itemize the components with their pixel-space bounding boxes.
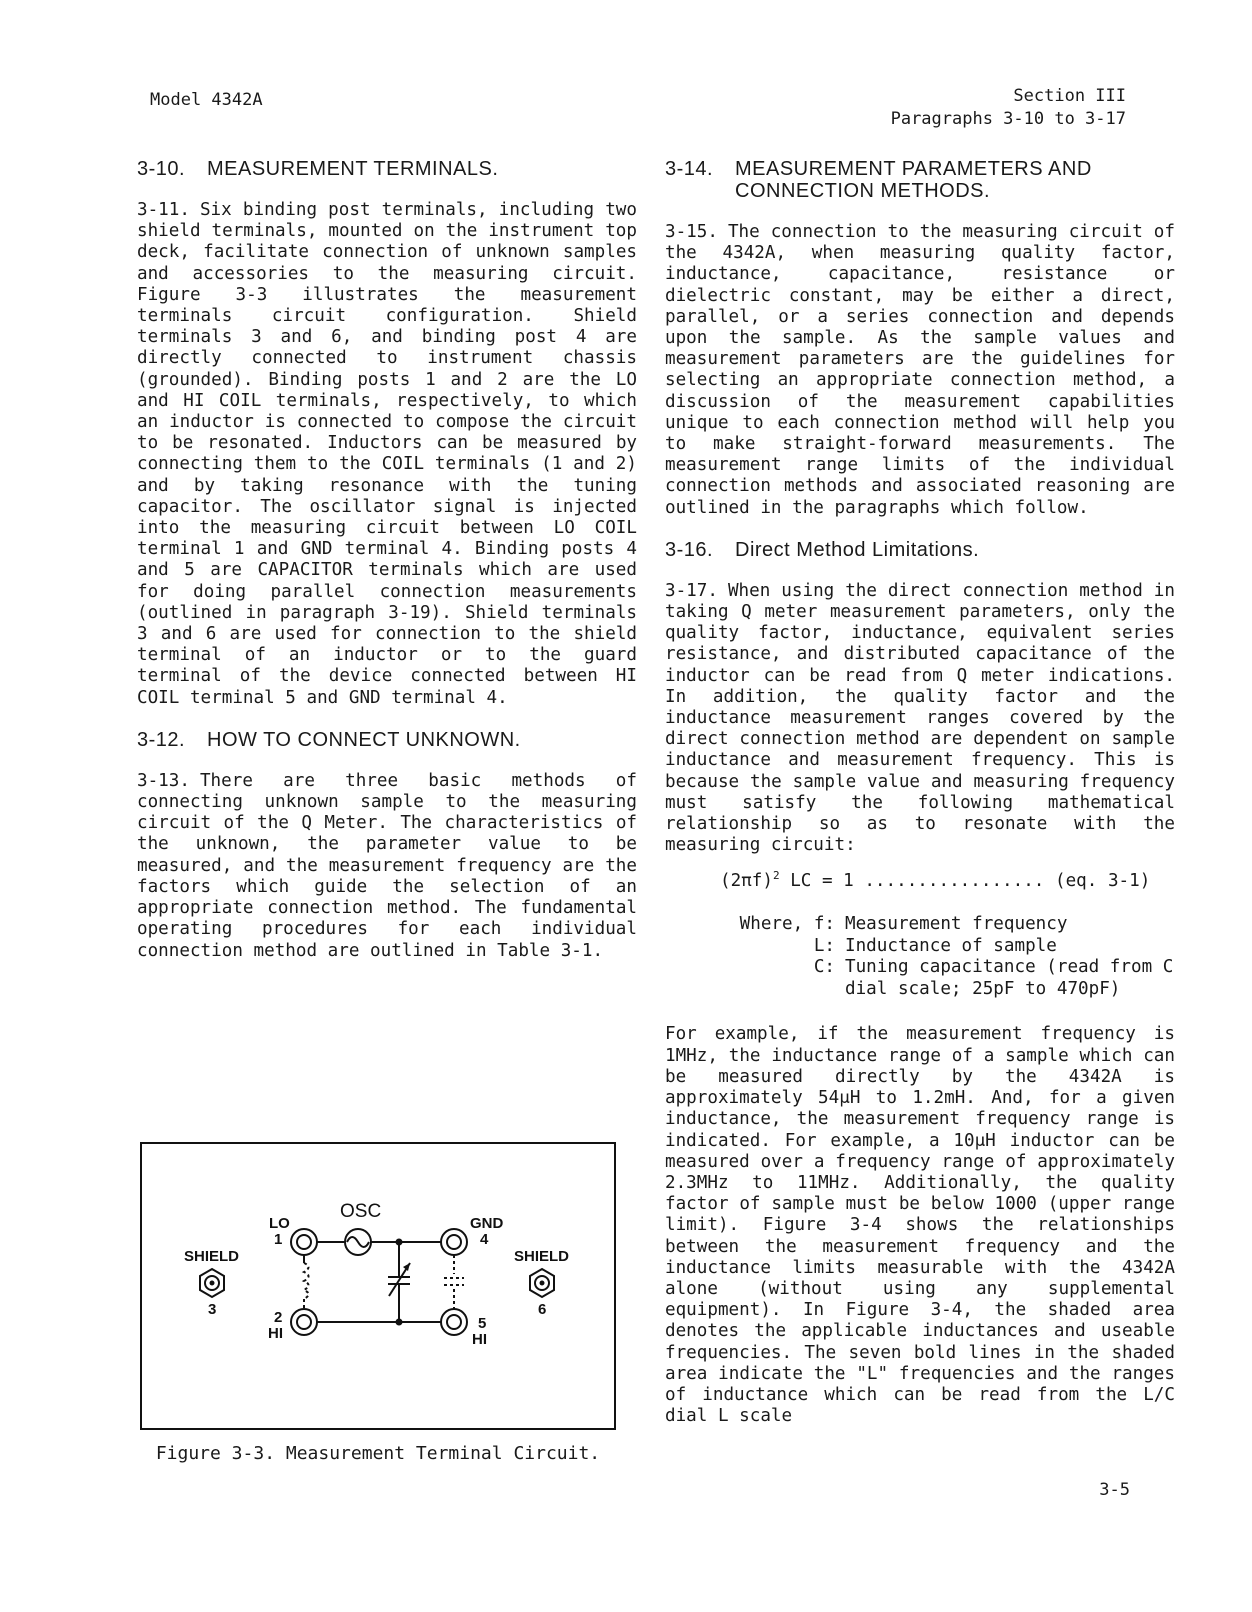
gnd-label: GND (470, 1215, 504, 1232)
terminal-circuit-diagram (142, 1144, 614, 1428)
where-c-value: Tuning capacitance (read from C dial scale; 25pF to 470pF) (845, 957, 1174, 999)
osc-label: OSC (340, 1201, 382, 1222)
hi-right-label: HI (472, 1331, 487, 1348)
where-label: Where, (739, 914, 804, 935)
paragraph-3-17 (665, 581, 1175, 857)
shield-right-label: SHIELD (514, 1248, 570, 1265)
heading-text: Direct Method Limitations. (735, 538, 980, 561)
lo-terminal-icon (291, 1229, 317, 1255)
equation-3-1 (720, 870, 1175, 892)
oscillator-icon (345, 1229, 371, 1255)
paragraph-3-11 (137, 200, 637, 709)
terminal-number-2: 2 (274, 1309, 283, 1326)
page-number: 3-5 (1099, 1480, 1130, 1500)
where-l-value: Inductance of sample (845, 935, 1057, 956)
hi-capacitor-terminal-icon (441, 1309, 467, 1335)
heading-number: 3-10. (137, 158, 186, 180)
capacitor-dashed-icon (444, 1278, 464, 1285)
where-f-value: Measurement frequency (845, 914, 1068, 935)
hi-coil-terminal-icon (291, 1309, 317, 1335)
equation-rest: LC = 1 ................. (eq. 3-1) (790, 871, 1151, 892)
heading-number: 3-16. (665, 538, 714, 561)
heading-3-14 (665, 158, 1175, 202)
shield-right-terminal-icon (530, 1269, 554, 1297)
heading-text: MEASUREMENT PARAMETERS AND CONNECTION METHODS. (735, 158, 1092, 202)
heading-text: HOW TO CONNECT UNKNOWN. (207, 728, 521, 751)
paragraph-number: 3-11. (137, 200, 190, 220)
inductor-dashed-icon (304, 1263, 309, 1299)
terminal-number-3: 3 (208, 1301, 217, 1318)
paragraph-number: 3-17. (665, 580, 718, 601)
heading-3-10 (137, 158, 637, 180)
figure-caption: Figure 3-3. Measurement Terminal Circuit. (155, 1443, 601, 1464)
heading-3-12 (137, 729, 637, 751)
terminal-number-4: 4 (480, 1231, 489, 1248)
where-l-key: L: (813, 935, 835, 956)
terminal-number-6: 6 (538, 1301, 547, 1318)
where-f-key: f: (813, 914, 835, 935)
where-c-key: C: (813, 957, 835, 978)
heading-number: 3-12. (137, 728, 186, 751)
paragraph-text: There are three basic methods of connecting unknown sample to the measuring circuit of the Q Meter. The characteristics of the unknown, the parameter value to be measured, and the measurement frequency are the factors which guide the selection of an appropriate connection method. The fundamental operating procedures for each individual connection method are outlined in Table 3-1. (137, 770, 637, 961)
equation-legend (720, 914, 1175, 1000)
right-column (665, 150, 1175, 1447)
left-column (137, 150, 637, 982)
header-section: Section III (1013, 86, 1126, 106)
heading-3-16 (665, 539, 1175, 561)
paragraph-3-15 (665, 222, 1175, 519)
paragraph-example: For example, if the measurement frequency is 1MHz, the inductance range of a sample which can be measured directly by the 4342A is approximately 54μH to 1.2mH. And, for a given inductance, the measurement frequency range is indicated. For example, a 10μH inductor can be measured over a frequency range of approximately 2.3MHz to 11MHz. Additionally, the quality factor of sample must be below 1000 (upper range limit). Figure 3-4 shows the relationships between the measurement frequency and the inductance limits measurable with the 4342A alone (without using any supplemental equipment). In Figure 3-4, the shaded area denotes the applicable inductances and useable frequencies. The seven bold lines in the shaded area indicate the "L" frequencies and the ranges of inductance which can be read from the L/C dial L scale (665, 1024, 1175, 1427)
paragraph-text: When using the direct connection method in taking Q meter measurement parameters, only the quality factor, inductance, equivalent series resistance, and distributed capacitance of the inductor can be read from Q meter indications. In addition, the quality factor and the inductance measurement ranges covered by the direct connection method are dependent on sample inductance and measurement frequency. This is because the sample value and measuring frequency must satisfy the following mathematical relationship so as to resonate with the measuring circuit: (665, 580, 1175, 856)
lo-label: LO (269, 1215, 290, 1232)
shield-left-terminal-icon (200, 1269, 224, 1297)
heading-number: 3-14. (665, 158, 714, 180)
heading-text: MEASUREMENT TERMINALS. (207, 158, 499, 180)
paragraph-text: The connection to the measuring circuit of the 4342A, when measuring quality factor, inductance, capacitance, resistance or dielectric constant, may be either a direct, parallel, or a series connection and depends upon the sample. As the sample values and measurement parameters are the guidelines for selecting an appropriate connection method, a discussion of the measurement capabilities unique to each connection method will help you to make straight-forward measurements. The measurement range limits of the individual connection methods and associated reasoning are outlined in the paragraphs which follow. (665, 222, 1175, 518)
terminal-number-5: 5 (478, 1315, 487, 1332)
header-model: Model 4342A (150, 90, 263, 110)
paragraph-number: 3-15. (665, 222, 718, 242)
figure-3-3 (140, 1142, 616, 1430)
header-paragraphs: Paragraphs 3-10 to 3-17 (890, 109, 1126, 129)
paragraph-3-13 (137, 771, 637, 962)
gnd-terminal-icon (441, 1229, 467, 1255)
terminal-number-1: 1 (274, 1231, 283, 1248)
shield-left-label: SHIELD (184, 1248, 240, 1265)
paragraph-number: 3-13. (137, 770, 190, 791)
equation-exponent: 2 (772, 869, 780, 883)
paragraph-text: Six binding post terminals, including two shield terminals, mounted on the instrument top deck, facilitate connection of unknown samples and accessories to the measuring circuit. Figure 3-3 illustrates the measurement terminals circuit configuration. Shield terminals 3 and 6, and binding post 4 are directly connected to instrument chassis (grounded). Binding posts 1 and 2 are the LO and HI COIL terminals, respectively, to which an inductor is connected to compose the circuit to be resonated. Inductors can be measured by connecting them to the COIL terminals (1 and 2) and by taking resonance with the tuning capacitor. The oscillator signal is injected into the measuring circuit between LO COIL terminal 1 and GND terminal 4. Binding posts 4 and 5 are CAPACITOR terminals which are used for doing parallel connection measurements (outlined in paragraph 3-19). Shield terminals 3 and 6 are used for connection to the shield terminal of an inductor or to the guard terminal of the device connected between HI COIL terminal 5 and GND terminal 4. (137, 200, 637, 708)
hi-left-label: HI (268, 1325, 283, 1342)
equation-base: (2πf) (720, 871, 773, 892)
